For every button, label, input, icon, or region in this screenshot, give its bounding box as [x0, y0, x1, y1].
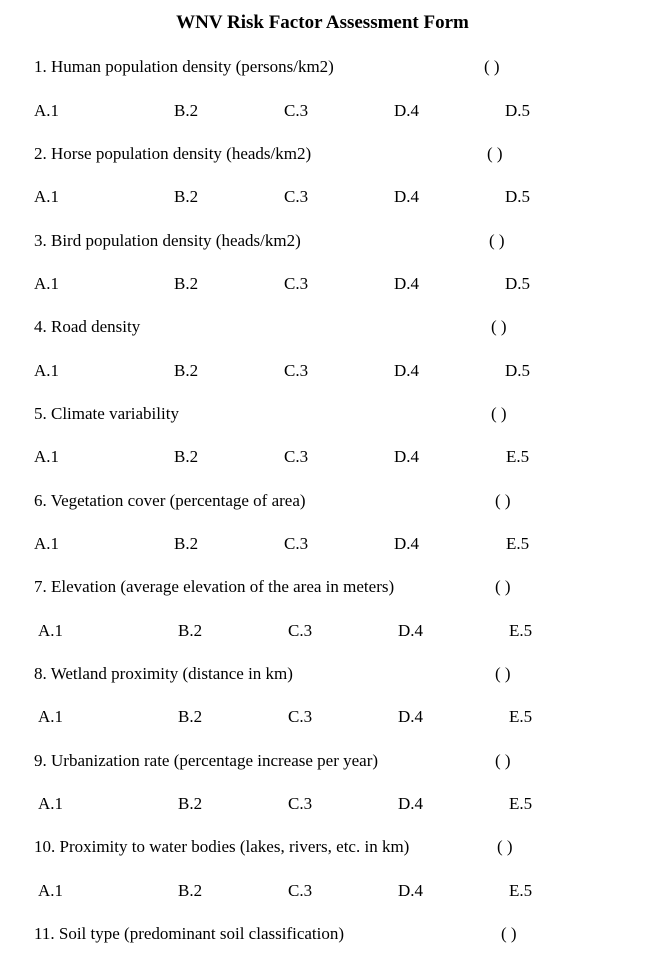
question-7-option-c[interactable]: C.3: [288, 621, 313, 640]
question-4-option-e[interactable]: D.5: [505, 361, 531, 380]
question-7-text: 7. Elevation (average elevation of the area in meters): [34, 577, 395, 596]
question-1-option-b[interactable]: B.2: [174, 101, 199, 120]
question-10-option-e[interactable]: E.5: [509, 881, 533, 900]
question-4-option-c[interactable]: C.3: [284, 361, 309, 380]
form-title: WNV Risk Factor Assessment Form: [176, 12, 469, 33]
question-10-option-b[interactable]: B.2: [178, 881, 203, 900]
question-5-option-b[interactable]: B.2: [174, 447, 199, 466]
question-9-option-e[interactable]: E.5: [509, 794, 533, 813]
question-7-option-a[interactable]: A.1: [38, 621, 64, 640]
question-7-option-d[interactable]: D.4: [398, 621, 424, 640]
question-10-answer-blank[interactable]: ( ): [497, 837, 513, 856]
question-6-option-e[interactable]: E.5: [506, 534, 530, 553]
question-5-option-e[interactable]: E.5: [506, 447, 530, 466]
question-5-option-c[interactable]: C.3: [284, 447, 309, 466]
question-4-option-a[interactable]: A.1: [34, 361, 60, 380]
question-8-option-d[interactable]: D.4: [398, 707, 424, 726]
question-9-text: 9. Urbanization rate (percentage increase per year): [34, 751, 379, 770]
question-1-text: 1. Human population density (persons/km2): [34, 57, 334, 76]
question-1-option-a[interactable]: A.1: [34, 101, 60, 120]
question-10-option-a[interactable]: A.1: [38, 881, 64, 900]
question-3-option-a[interactable]: A.1: [34, 274, 60, 293]
question-11-text: 11. Soil type (predominant soil classification): [34, 924, 345, 943]
question-2-option-d[interactable]: D.4: [394, 187, 420, 206]
question-4-answer-blank[interactable]: ( ): [491, 317, 507, 336]
question-8-answer-blank[interactable]: ( ): [495, 664, 511, 683]
question-2-option-c[interactable]: C.3: [284, 187, 309, 206]
question-8-option-e[interactable]: E.5: [509, 707, 533, 726]
question-10-text: 10. Proximity to water bodies (lakes, rivers, etc. in km): [34, 837, 410, 856]
question-4-option-b[interactable]: B.2: [174, 361, 199, 380]
question-10-option-d[interactable]: D.4: [398, 881, 424, 900]
question-2-option-a[interactable]: A.1: [34, 187, 60, 206]
question-8-text: 8. Wetland proximity (distance in km): [34, 664, 293, 683]
question-7-answer-blank[interactable]: ( ): [495, 577, 511, 596]
question-7-option-e[interactable]: E.5: [509, 621, 533, 640]
question-4-option-d[interactable]: D.4: [394, 361, 420, 380]
question-6-answer-blank[interactable]: ( ): [495, 491, 511, 510]
question-3-answer-blank[interactable]: ( ): [489, 231, 505, 250]
question-6-option-c[interactable]: C.3: [284, 534, 309, 553]
question-1-option-c[interactable]: C.3: [284, 101, 309, 120]
question-6-option-a[interactable]: A.1: [34, 534, 60, 553]
question-4-text: 4. Road density: [34, 317, 141, 336]
question-1-answer-blank[interactable]: ( ): [484, 57, 500, 76]
question-5-option-a[interactable]: A.1: [34, 447, 60, 466]
question-6-option-b[interactable]: B.2: [174, 534, 199, 553]
question-3-option-c[interactable]: C.3: [284, 274, 309, 293]
question-2-text: 2. Horse population density (heads/km2): [34, 144, 312, 163]
question-5-option-d[interactable]: D.4: [394, 447, 420, 466]
question-5-answer-blank[interactable]: ( ): [491, 404, 507, 423]
question-2-answer-blank[interactable]: ( ): [487, 144, 503, 163]
question-9-option-a[interactable]: A.1: [38, 794, 64, 813]
question-11-answer-blank[interactable]: ( ): [501, 924, 517, 943]
question-8-option-a[interactable]: A.1: [38, 707, 64, 726]
question-6-option-d[interactable]: D.4: [394, 534, 420, 553]
question-3-text: 3. Bird population density (heads/km2): [34, 231, 301, 250]
question-3-option-b[interactable]: B.2: [174, 274, 199, 293]
question-3-option-e[interactable]: D.5: [505, 274, 531, 293]
question-9-answer-blank[interactable]: ( ): [495, 751, 511, 770]
question-6-text: 6. Vegetation cover (percentage of area): [34, 491, 306, 510]
question-9-option-b[interactable]: B.2: [178, 794, 203, 813]
question-1-option-d[interactable]: D.4: [394, 101, 420, 120]
question-5-text: 5. Climate variability: [34, 404, 179, 423]
question-1-option-e[interactable]: D.5: [505, 101, 531, 120]
question-2-option-e[interactable]: D.5: [505, 187, 531, 206]
question-9-option-c[interactable]: C.3: [288, 794, 313, 813]
question-8-option-b[interactable]: B.2: [178, 707, 203, 726]
question-9-option-d[interactable]: D.4: [398, 794, 424, 813]
question-3-option-d[interactable]: D.4: [394, 274, 420, 293]
question-7-option-b[interactable]: B.2: [178, 621, 203, 640]
question-8-option-c[interactable]: C.3: [288, 707, 313, 726]
question-10-option-c[interactable]: C.3: [288, 881, 313, 900]
question-2-option-b[interactable]: B.2: [174, 187, 199, 206]
